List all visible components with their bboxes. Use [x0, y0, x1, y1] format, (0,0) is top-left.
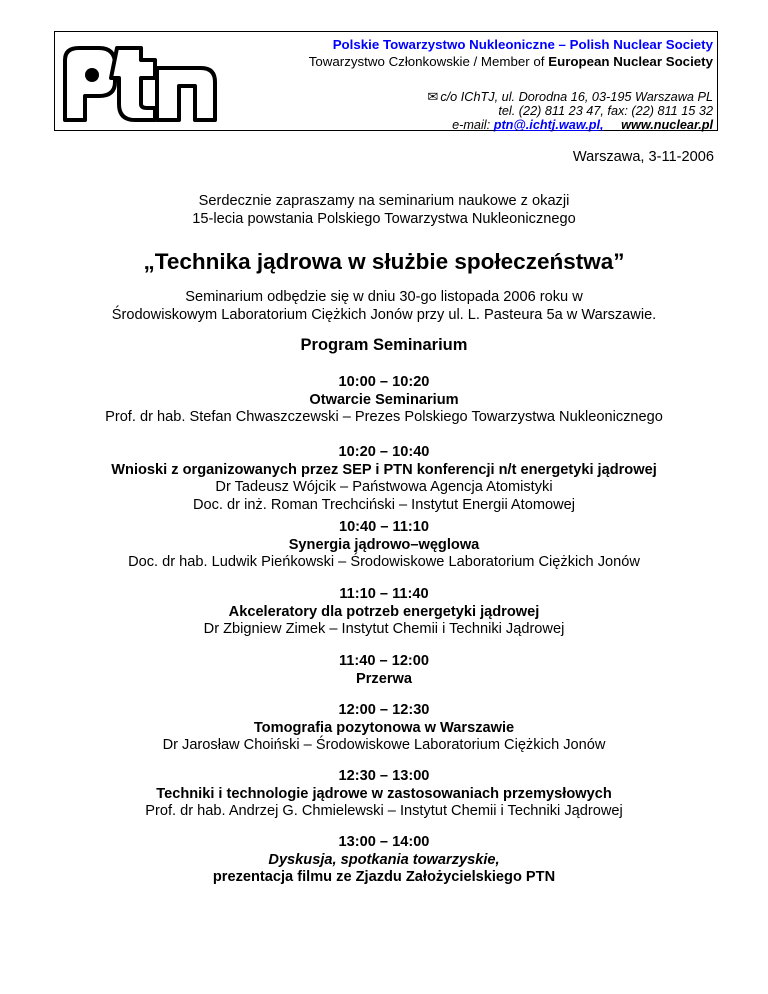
program-item [0, 444, 768, 514]
website-link[interactable]: www.nuclear.pl [621, 118, 713, 132]
program-title: Program Seminarium [300, 336, 468, 354]
venue [0, 288, 768, 324]
program-time: 12:00 – 12:30 [338, 702, 430, 718]
envelope-icon: ✉ [427, 89, 439, 104]
program-heading: Synergia jądrowo–węglowa [288, 536, 480, 553]
program-heading: prezentacja filmu ze Zjazdu Założycielskiego PTN [212, 869, 556, 885]
address-line [427, 90, 713, 104]
program-time: 11:10 – 11:40 [339, 586, 429, 602]
program-heading: Akceleratory dla potrzeb energetyki jądrowej [228, 603, 540, 620]
contact-line [427, 118, 713, 132]
program-time: 12:30 – 13:00 [338, 768, 430, 784]
document-date: Warszawa, 3-11-2006 [572, 149, 714, 165]
program-speaker: Doc. dr hab. Ludwik Pieńkowski – Środowiskowe Laboratorium Ciężkich Jonów [128, 554, 640, 570]
program-time: 10:40 – 11:10 [338, 519, 430, 535]
address: c/o IChTJ, ul. Dorodna 16, 03-195 Warszawa PL [440, 90, 713, 104]
program-item [0, 586, 768, 639]
program-item [0, 834, 768, 887]
program-item [0, 653, 768, 688]
email-label: e-mail: [452, 118, 491, 132]
program-item [0, 374, 768, 427]
program-heading: Tomografia pozytonowa w Warszawie [253, 719, 515, 736]
program-speaker: Doc. dr inż. Roman Trechciński – Instytut Energii Atomowej [192, 496, 576, 513]
program-speaker: Dr Zbigniew Zimek – Instytut Chemii i Techniki Jądrowej [203, 621, 565, 637]
program-time: 10:20 – 10:40 [338, 444, 430, 460]
membership-line [309, 53, 713, 70]
letterhead [54, 31, 718, 131]
program-heading: Techniki i technologie jądrowe w zastosowaniach przemysłowych [156, 785, 612, 802]
program-speaker: Prof. dr hab. Andrzej G. Chmielewski – Instytut Chemii i Techniki Jądrowej [145, 803, 623, 819]
program-item [0, 702, 768, 755]
intro [0, 192, 768, 228]
program-heading: Przerwa [356, 670, 412, 687]
membership-org: European Nuclear Society [548, 54, 713, 69]
program-speaker: Prof. dr hab. Stefan Chwaszczewski – Prezes Polskiego Towarzystwa Nukleonicznego [105, 409, 663, 425]
venue-line: Seminarium odbędzie się w dniu 30-go listopada 2006 roku w [185, 289, 583, 305]
program-item [0, 768, 768, 821]
program-heading: Otwarcie Seminarium [309, 391, 459, 408]
program-time: 13:00 – 14:00 [338, 834, 430, 850]
venue-line: Środowiskowym Laboratorium Ciężkich Jonów przy ul. L. Pasteura 5a w Warszawie. [111, 307, 657, 323]
program-time: 11:40 – 12:00 [338, 653, 430, 669]
program-heading: Wnioski z organizowanych przez SEP i PTN konferencji n/t energetyki jądrowej [111, 461, 657, 478]
seminar-title: „Technika jądrowa w służbie społeczeństwa” [143, 249, 625, 274]
program-speaker: Dr Tadeusz Wójcik – Państwowa Agencja Atomistyki [215, 479, 553, 495]
membership-prefix: Towarzystwo Członkowskie / Member of [308, 54, 545, 69]
program-time: 10:00 – 10:20 [338, 374, 430, 390]
phone-line: tel. (22) 811 23 47, fax: (22) 811 15 32 [498, 104, 713, 118]
email-link[interactable]: ptn@.ichtj.waw.pl, [493, 118, 604, 132]
intro-line: Serdecznie zapraszamy na seminarium naukowe z okazji [198, 193, 570, 209]
program-item [0, 519, 768, 572]
org-name: Polskie Towarzystwo Nukleoniczne – Polish Nuclear Society [332, 37, 713, 52]
program-heading: Dyskusja, spotkania towarzyskie, [268, 851, 500, 868]
ptn-logo [59, 38, 219, 124]
intro-line: 15-lecia powstania Polskiego Towarzystwa Nukleonicznego [192, 211, 576, 227]
program-speaker: Dr Jarosław Choiński – Środowiskowe Laboratorium Ciężkich Jonów [162, 737, 606, 753]
